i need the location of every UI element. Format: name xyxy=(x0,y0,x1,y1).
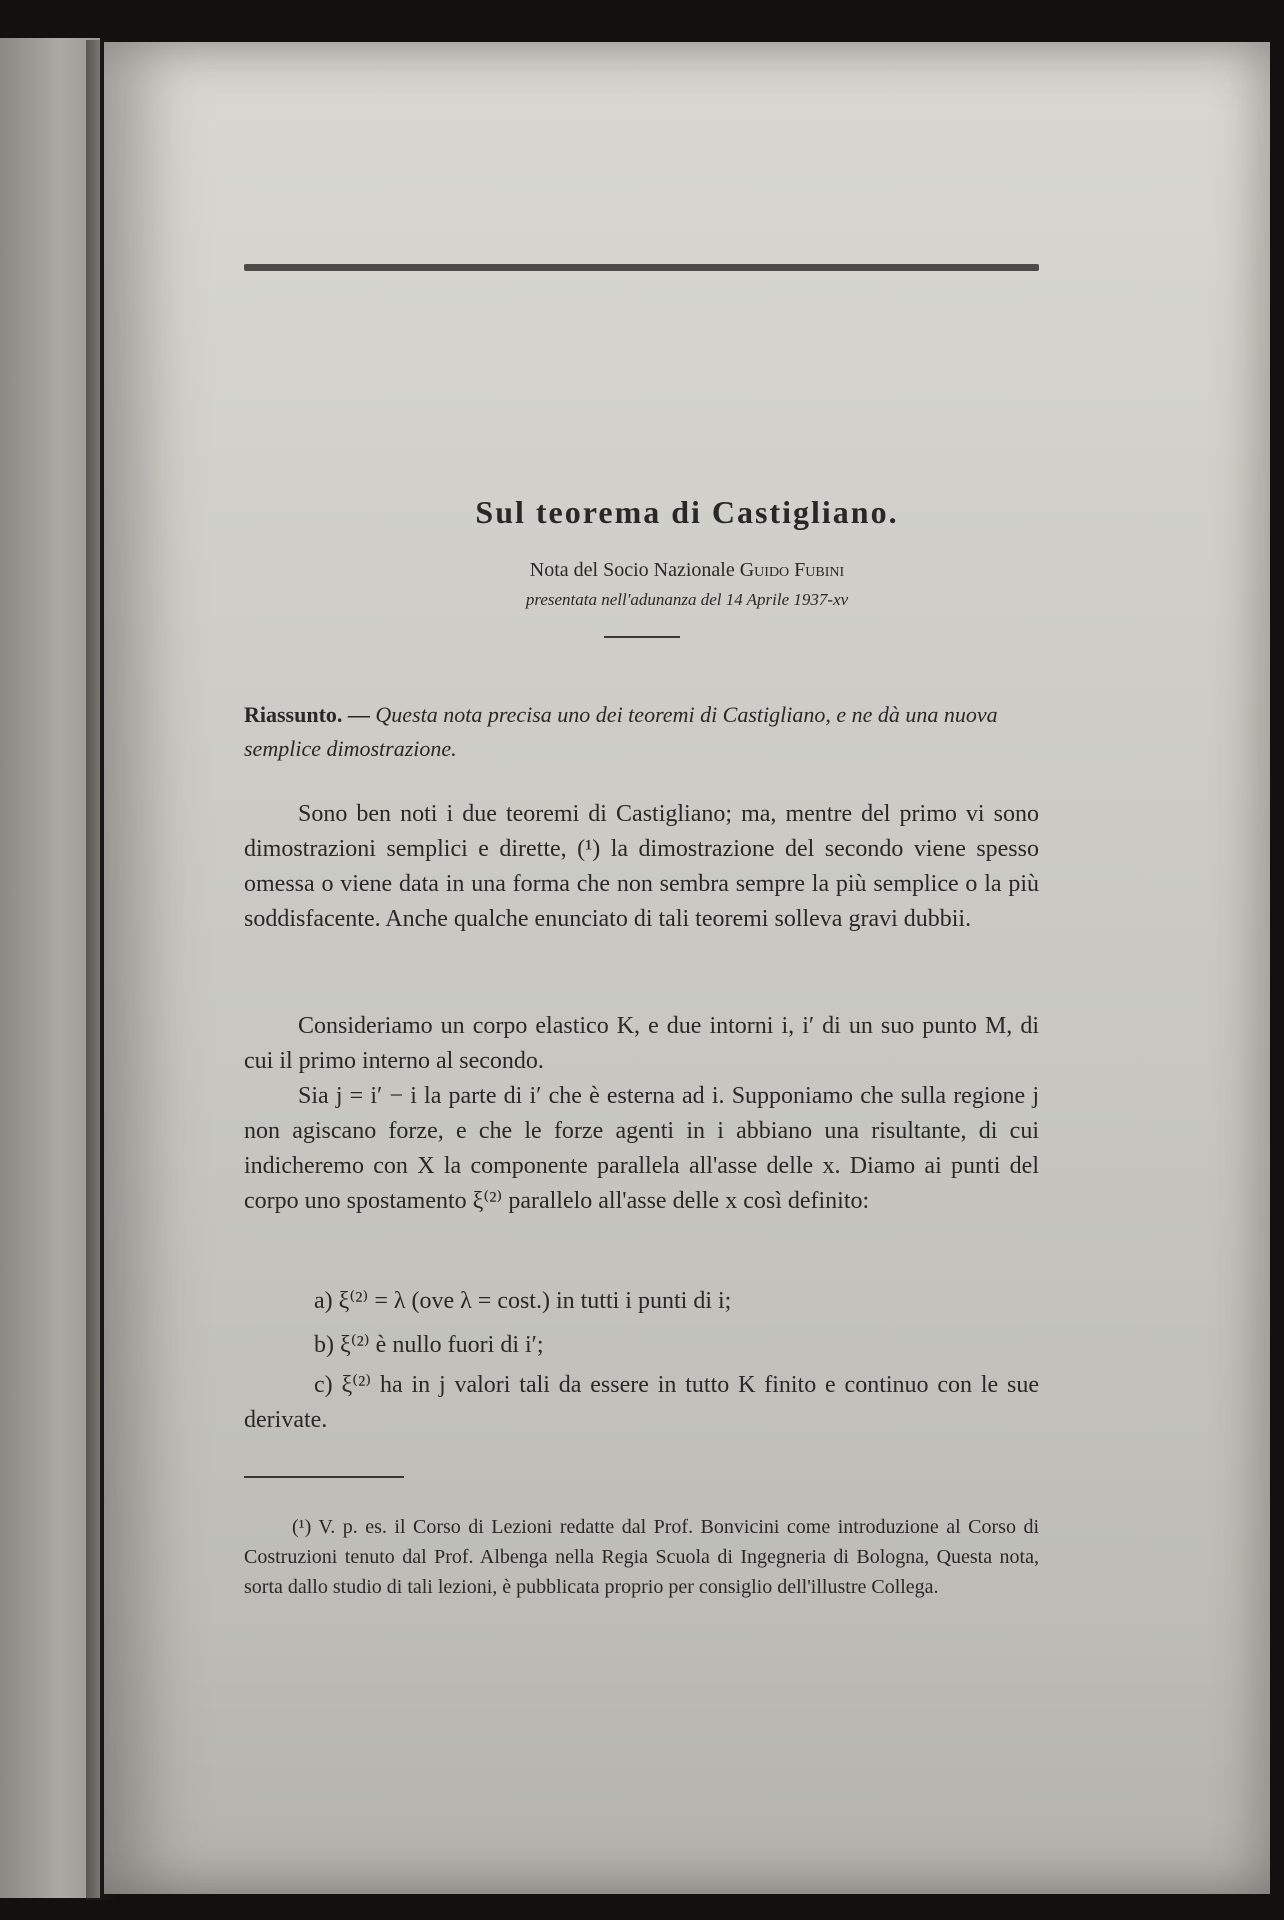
document-title: Sul teorema di Castigliano. xyxy=(475,494,899,530)
paragraph-1: Sono ben noti i due teoremi di Castigliano; ma, mentre del primo vi sono dimostrazioni semplici e dirette, (¹) la dimostrazione del secondo viene spesso omessa o viene data in una forma che non sembra sempre la più semplice o la più soddisfacente. Anche qualche enunciato di tali teoremi solleva gravi dubbii. xyxy=(244,801,1039,932)
abstract xyxy=(244,698,1039,766)
abstract-text: Questa nota precisa uno dei teoremi di Castigliano, e ne dà una nuova semplice dimostrazione. xyxy=(244,702,998,761)
byline-prefix: Nota del Socio Nazionale xyxy=(529,559,740,581)
list-item-a: a) ξ⁽²⁾ = λ (ove λ = cost.) in tutti i punti di i; xyxy=(314,1288,732,1314)
footnote: (¹) V. p. es. il Corso di Lezioni redatte dal Prof. Bonvicini come introduzione al Corso di Costruzioni tenuto dal Prof. Albenga nella Regia Scuola di Ingegneria di Bologna, Questa nota, sorta dallo studio di tali lezioni, è pubblicata proprio per consiglio dell'illustre Collega. xyxy=(244,1516,1039,1598)
byline-author-line xyxy=(104,559,1270,582)
document-page xyxy=(104,42,1270,1894)
author-name: Guido Fubini xyxy=(739,559,845,581)
byline-date-line: presentata nell'adunanza del 14 Aprile 1937-xv xyxy=(525,590,849,609)
list-item-c: c) ξ⁽²⁾ ha in j valori tali da essere in tutto K finito e continuo con le sue derivate. xyxy=(244,1372,1039,1433)
header-rule xyxy=(244,264,1039,271)
list-item-b: b) ξ⁽²⁾ è nullo fuori di i′; xyxy=(314,1332,544,1358)
paragraph-3: Sia j = i′ − i la parte di i′ che è esterna ad i. Supponiamo che sulla regione j non agiscano forze, e che le forze agenti in i abbiano una risultante, di cui indicheremo con X la componente parallela all'asse delle x. Diamo ai punti del corpo uno spostamento ξ⁽²⁾ parallelo all'asse delle x così definito: xyxy=(244,1083,1039,1214)
footnote-rule xyxy=(244,1476,404,1478)
title-rule xyxy=(604,636,680,638)
facing-page-edge xyxy=(0,38,100,1898)
paragraph-2: Consideriamo un corpo elastico K, e due intorni i, i′ di un suo punto M, di cui il primo interno al secondo. xyxy=(244,1013,1039,1074)
abstract-label: Riassunto. — xyxy=(244,702,370,727)
